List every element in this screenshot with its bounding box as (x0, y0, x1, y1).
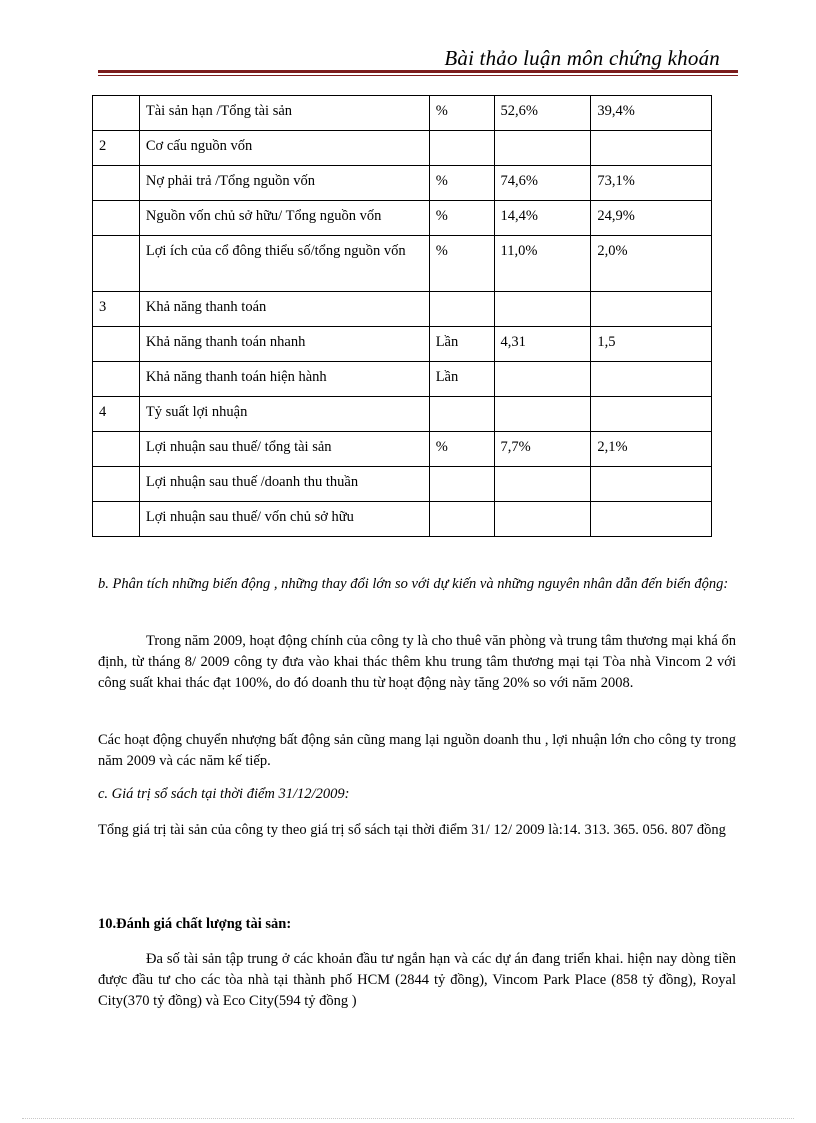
table-cell-value-2: 39,4% (591, 96, 712, 131)
table-cell-unit: Lần (429, 327, 494, 362)
table-cell-value-2 (591, 397, 712, 432)
table-cell-unit (429, 502, 494, 537)
table-cell-value-2: 1,5 (591, 327, 712, 362)
table-row (93, 397, 712, 432)
section-10-paragraph: Đa số tài sản tập trung ở các khoản đầu tư ngắn hạn và các dự án đang triển khai. hiện nay dòng tiền được đầu tư cho các tòa nhà tại thành phố HCM (2844 tỷ đồng), Vincom Park Place (858 tỷ đồng), Royal City(370 tỷ đồng) và Eco City(594 tỷ đồng ) (98, 951, 736, 1009)
table-cell-indicator: Tỷ suất lợi nhuận (139, 397, 429, 432)
financial-ratios-table (92, 95, 712, 537)
section-b-paragraph-2: Các hoạt động chuyển nhượng bất động sản cũng mang lại nguồn doanh thu , lợi nhuận lớn cho công ty trong năm 2009 và các năm kế tiếp. (98, 732, 736, 769)
table-body (93, 96, 712, 537)
table-cell-value-1: 14,4% (494, 201, 591, 236)
table-cell-index (93, 236, 140, 292)
table-cell-value-2 (591, 292, 712, 327)
table-cell-index: 3 (93, 292, 140, 327)
table-row (93, 96, 712, 131)
section-b-heading: b. Phân tích những biến động , những thay đổi lớn so với dự kiến và những nguyên nhân dẫn đến biến động: (98, 576, 729, 592)
table-cell-indicator: Khả năng thanh toán nhanh (139, 327, 429, 362)
table-cell-index (93, 502, 140, 537)
table-cell-indicator: Lợi nhuận sau thuế/ tổng tài sản (139, 432, 429, 467)
running-header-title: Bài thảo luận môn chứng khoán (444, 46, 720, 70)
table-cell-index (93, 362, 140, 397)
table-cell-value-1 (494, 362, 591, 397)
table-cell-indicator: Khả năng thanh toán (139, 292, 429, 327)
table-cell-value-1: 4,31 (494, 327, 591, 362)
table-cell-index (93, 166, 140, 201)
table-row (93, 236, 712, 292)
table-cell-value-2: 2,0% (591, 236, 712, 292)
table-cell-indicator: Lợi nhuận sau thuế /doanh thu thuần (139, 467, 429, 502)
table-cell-value-2 (591, 502, 712, 537)
table-cell-value-2: 24,9% (591, 201, 712, 236)
table-cell-indicator: Nguồn vốn chủ sở hữu/ Tổng nguồn vốn (139, 201, 429, 236)
table-cell-unit (429, 467, 494, 502)
table-cell-unit: Lần (429, 362, 494, 397)
table-cell-index (93, 96, 140, 131)
header-divider-thin (98, 75, 738, 76)
table-cell-indicator: Khả năng thanh toán hiện hành (139, 362, 429, 397)
table-cell-indicator: Nợ phải trả /Tổng nguồn vốn (139, 166, 429, 201)
table-cell-value-1: 11,0% (494, 236, 591, 292)
table-cell-unit: % (429, 96, 494, 131)
section-b-paragraph-1: Trong năm 2009, hoạt động chính của công ty là cho thuê văn phòng và trung tâm thương mại khá ổn định, từ tháng 8/ 2009 công ty đưa vào khai thác thêm khu trung tâm thương mại tại Tòa nhà Vincom 2 với công suất khai thác đạt 100%, do đó doanh thu từ hoạt động này tăng 20% so với năm 2008. (98, 633, 736, 691)
table-cell-indicator: Tài sản hạn /Tổng tài sản (139, 96, 429, 131)
table-cell-index (93, 327, 140, 362)
table-cell-unit: % (429, 201, 494, 236)
section-c-paragraph: Tổng giá trị tài sản của công ty theo giá trị sổ sách tại thời điểm 31/ 12/ 2009 là:14. 313. 365. 056. 807 đồng (98, 822, 726, 838)
table-row (93, 201, 712, 236)
table-cell-index: 2 (93, 131, 140, 166)
table-cell-unit: % (429, 432, 494, 467)
header-divider-thick (98, 70, 738, 73)
section-c-heading: c. Giá trị sổ sách tại thời điểm 31/12/2009: (98, 786, 350, 802)
table-cell-indicator: Lợi nhuận sau thuế/ vốn chủ sở hữu (139, 502, 429, 537)
table-row (93, 467, 712, 502)
table-row (93, 502, 712, 537)
table-cell-value-1 (494, 131, 591, 166)
table-cell-unit (429, 292, 494, 327)
table-row (93, 131, 712, 166)
table-cell-value-2: 73,1% (591, 166, 712, 201)
table-cell-value-2 (591, 362, 712, 397)
page-bottom-divider (22, 1118, 794, 1119)
table-cell-value-1 (494, 502, 591, 537)
table-cell-unit: % (429, 166, 494, 201)
table-cell-value-1 (494, 397, 591, 432)
table-row (93, 362, 712, 397)
table-cell-value-1 (494, 292, 591, 327)
table-cell-indicator: Lợi ích của cổ đông thiểu số/tổng nguồn vốn (139, 236, 429, 292)
section-10-heading: 10.Đánh giá chất lượng tài sản: (98, 916, 292, 932)
table-row (93, 166, 712, 201)
table-cell-indicator: Cơ cấu nguồn vốn (139, 131, 429, 166)
table-cell-index: 4 (93, 397, 140, 432)
table-cell-value-1: 7,7% (494, 432, 591, 467)
table-cell-value-2 (591, 131, 712, 166)
table-cell-unit: % (429, 236, 494, 292)
table-cell-index (93, 432, 140, 467)
table-cell-index (93, 201, 140, 236)
table-cell-value-1 (494, 467, 591, 502)
table-row (93, 432, 712, 467)
table-row (93, 292, 712, 327)
table-cell-value-1: 74,6% (494, 166, 591, 201)
table-cell-value-2: 2,1% (591, 432, 712, 467)
table-cell-value-1: 52,6% (494, 96, 591, 131)
table-cell-unit (429, 131, 494, 166)
table-cell-value-2 (591, 467, 712, 502)
table-cell-unit (429, 397, 494, 432)
table-cell-index (93, 467, 140, 502)
table-row (93, 327, 712, 362)
